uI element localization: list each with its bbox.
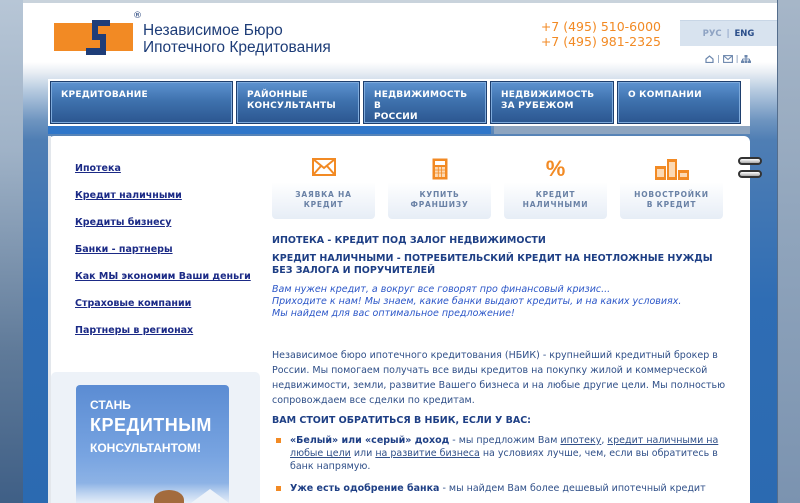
- buildings-icon: [620, 158, 723, 180]
- reasons-list: [272, 434, 742, 503]
- nav-label: КОНСУЛЬТАНТЫ: [247, 101, 336, 111]
- nav-item-russia-realty[interactable]: [363, 81, 487, 124]
- main-content: [272, 235, 742, 494]
- util-separator: |: [735, 54, 739, 63]
- nav-label: НЕДВИЖИМОСТЬ В: [374, 90, 468, 111]
- logo-mark-icon[interactable]: [86, 20, 110, 55]
- envelope-icon: [272, 158, 375, 180]
- sidebar-link-insurance[interactable]: Страховые компании: [75, 298, 192, 309]
- util-separator: |: [717, 54, 720, 63]
- home-icon[interactable]: [705, 55, 714, 63]
- sidebar-link-regional-partners[interactable]: Партнеры в регионах: [75, 325, 194, 336]
- lang-separator: |: [726, 28, 730, 39]
- tile-new-buildings[interactable]: [620, 152, 723, 219]
- nav-label: НЕДВИЖИМОСТЬ: [501, 90, 595, 100]
- percent-icon: %: [545, 156, 566, 181]
- tile-label: КРЕДИТ НАЛИЧНЫМИ: [522, 190, 589, 209]
- about-paragraph: Независимое бюро ипотечного кредитования (НБИК) - крупнейший кредитный брокер в России. Мы помогаем получать все виды кредитов на покупку жилой и коммерческой недвижимости, земли, развитие Вашего бизнеса и на любые другие цели. Мы полностью сопровождаем все сделки по кредитам.: [272, 350, 726, 406]
- frame-top-line: [23, 0, 777, 3]
- tile-buy-franchise[interactable]: [388, 152, 491, 219]
- intro-text: Вам нужен кредит, а вокруг все говорят про финансовый кризис... Приходите к нам! Мы знаем, какие банки выдают кредиты, и на каких условиях. Мы найдем для вас оптимальное предложение!: [272, 284, 682, 319]
- sidebar-link-business-credit[interactable]: Кредиты бизнесу: [75, 217, 172, 228]
- list-item: «Белый» или «серый» доход - мы предложим Вам ипотеку, кредит наличными на любые цели или на развитие бизнеса на условиях лучше, чем, если вы обратитесь в банк напрямую.: [272, 434, 742, 473]
- nav-item-about[interactable]: [617, 81, 741, 124]
- phone-2: +7 (495) 981-2325: [540, 34, 661, 49]
- logo-text-line2: Ипотечного Кредитования: [143, 39, 331, 56]
- sidebar-menu: [75, 163, 251, 352]
- nav-label: РАЙОННЫЕ: [247, 90, 308, 100]
- page-background-right: [778, 0, 800, 503]
- calculator-icon: [388, 158, 491, 180]
- tile-label: ЗАЯВКА НА КРЕДИТ: [295, 190, 352, 209]
- promo-line3: КОНСУЛЬТАНТОМ!: [90, 441, 201, 455]
- nav-item-consultants[interactable]: [236, 81, 360, 124]
- tile-credit-application[interactable]: [272, 152, 375, 219]
- phone-1: +7 (495) 510-6000: [540, 19, 661, 34]
- nav-label: ЗА РУБЕЖОМ: [501, 101, 574, 111]
- nav-active-strip: [48, 126, 491, 134]
- nav-item-abroad-realty[interactable]: [490, 81, 614, 124]
- logo-text-line1: Независимое Бюро: [143, 22, 283, 39]
- link-cash-credit[interactable]: кредит наличными на любые цели: [290, 435, 719, 459]
- logo-text[interactable]: [143, 22, 331, 56]
- language-switcher: [680, 20, 777, 46]
- lang-rus-link[interactable]: РУС: [702, 28, 722, 39]
- heading-reasons: ВАМ СТОИТ ОБРАТИТЬСЯ В НБИК, ЕСЛИ У ВАС:: [272, 415, 531, 426]
- utility-icons: [705, 54, 751, 63]
- nav-strip: [494, 126, 750, 134]
- promo-line1: СТАНЬ: [90, 398, 131, 412]
- heading-cash-credit[interactable]: КРЕДИТ НАЛИЧНЫМИ - ПОТРЕБИТЕЛЬСКИЙ КРЕДИТ НА НЕОТЛОЖНЫЕ НУЖДЫ БЕЗ ЗАЛОГА И ПОРУЧИТЕЛЕЙ: [272, 253, 713, 276]
- frame-border-right: [777, 0, 778, 503]
- page-background-left: [0, 0, 23, 503]
- promo-banner[interactable]: [76, 385, 229, 503]
- bullet-bold: Уже есть одобрение банка: [290, 483, 440, 494]
- mail-icon[interactable]: [723, 55, 733, 63]
- lang-eng-link[interactable]: ENG: [734, 28, 755, 39]
- link-business[interactable]: на развитие бизнеса: [375, 448, 480, 459]
- sitemap-icon[interactable]: [741, 55, 751, 63]
- main-nav: [48, 79, 750, 126]
- quick-tiles: [272, 152, 723, 219]
- sidebar-link-how-we-save[interactable]: Как МЫ экономим Ваши деньги: [75, 271, 251, 282]
- tile-label: КУПИТЬ ФРАНШИЗУ: [410, 190, 469, 209]
- nav-label: РОССИИ: [374, 112, 418, 122]
- sidebar-link-ipoteka[interactable]: Ипотека: [75, 163, 121, 174]
- nav-label: О КОМПАНИИ: [628, 90, 702, 100]
- phone-numbers: [537, 19, 661, 49]
- list-item: Уже есть одобрение банка - мы найдем Вам более дешевый ипотечный кредит: [272, 482, 742, 495]
- bullet-bold: «Белый» или «серый» доход: [290, 435, 450, 446]
- heading-ipoteka[interactable]: ИПОТЕКА - КРЕДИТ ПОД ЗАЛОГ НЕДВИЖИМОСТИ: [272, 235, 546, 246]
- registered-mark: ®: [133, 11, 142, 21]
- tile-cash-credit[interactable]: [504, 152, 607, 219]
- nav-item-kreditovanie[interactable]: [50, 81, 233, 124]
- promo-person-image: [154, 490, 184, 503]
- sidebar-link-partner-banks[interactable]: Банки - партнеры: [75, 244, 173, 255]
- promo-line2: КРЕДИТНЫМ: [90, 415, 212, 435]
- tile-label: НОВОСТРОЙКИ В КРЕДИТ: [634, 190, 709, 209]
- nav-label: КРЕДИТОВАНИЕ: [61, 90, 148, 100]
- binder-rings-icon: [738, 157, 762, 183]
- sidebar-link-cash-credit[interactable]: Кредит наличными: [75, 190, 182, 201]
- link-ipoteka[interactable]: ипотеку: [560, 435, 602, 446]
